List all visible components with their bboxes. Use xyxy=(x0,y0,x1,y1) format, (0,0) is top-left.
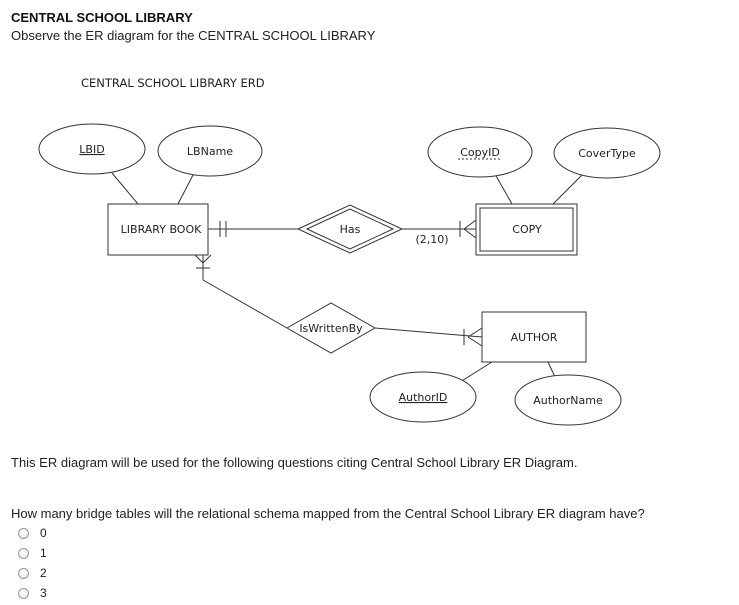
page-title: CENTRAL SCHOOL LIBRARY xyxy=(11,10,193,25)
library-book-label: LIBRARY BOOK xyxy=(120,223,202,236)
radio-button[interactable] xyxy=(18,528,29,539)
option-label: 1 xyxy=(40,546,47,560)
author-label: AUTHOR xyxy=(510,331,558,344)
iswrittenby-label: IsWrittenBy xyxy=(299,322,363,335)
option-label: 0 xyxy=(40,526,47,540)
lbid-label: LBID xyxy=(79,143,105,156)
option-label: 2 xyxy=(40,566,47,580)
copyid-label: CopyID xyxy=(460,146,500,159)
radio-button[interactable] xyxy=(18,548,29,559)
has-label: Has xyxy=(339,223,361,236)
option-1[interactable] xyxy=(18,543,47,563)
question-text: How many bridge tables will the relational schema mapped from the Central School Library ER diagram have? xyxy=(11,506,645,521)
page-subtitle: Observe the ER diagram for the CENTRAL SCHOOL LIBRARY xyxy=(11,28,376,43)
covertype-connector xyxy=(553,174,583,204)
lbname-label: LBName xyxy=(186,145,234,158)
diagram-note: This ER diagram will be used for the following questions citing Central School Library ER Diagram. xyxy=(11,455,578,470)
librarybook-iswrittenby-line xyxy=(203,280,287,328)
radio-button[interactable] xyxy=(18,588,29,599)
answer-options xyxy=(18,523,47,603)
authorname-label: AuthorName xyxy=(533,394,603,407)
authorname-connector xyxy=(548,362,555,377)
cardinality-label: (2,10) xyxy=(415,233,449,246)
radio-button[interactable] xyxy=(18,568,29,579)
copy-label: COPY xyxy=(512,223,542,236)
covertype-label: CoverType xyxy=(578,147,636,160)
iswrittenby-author-line xyxy=(375,328,482,337)
lbname-connector xyxy=(178,173,194,204)
option-0[interactable] xyxy=(18,523,47,543)
lbid-connector xyxy=(112,173,138,204)
authorid-label: AuthorID xyxy=(398,391,448,404)
copyid-connector xyxy=(495,174,512,204)
option-2[interactable] xyxy=(18,563,47,583)
option-3[interactable] xyxy=(18,583,47,603)
authorid-connector xyxy=(460,362,492,382)
diagram-title: CENTRAL SCHOOL LIBRARY ERD xyxy=(81,76,265,90)
option-label: 3 xyxy=(40,586,47,600)
